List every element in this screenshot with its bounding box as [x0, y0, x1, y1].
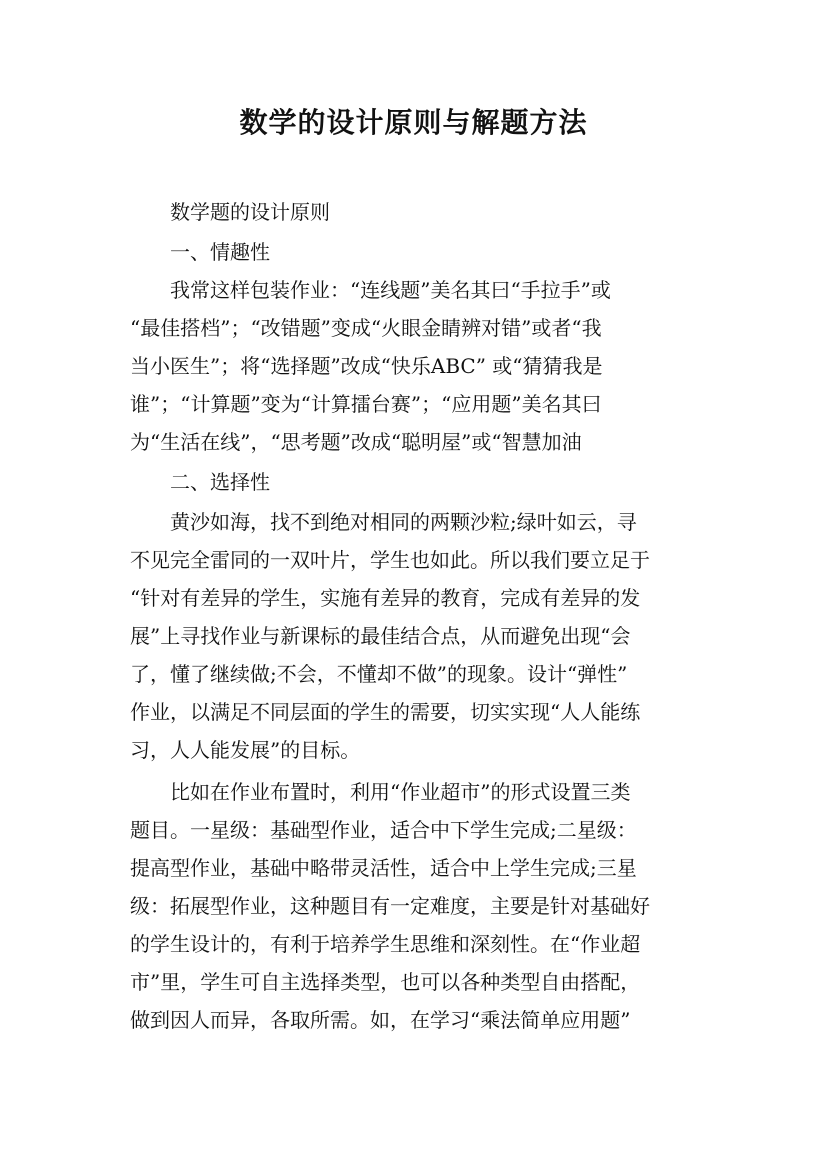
paragraph-line: “最佳搭档”；“改错题”变成“火眼金睛辨对错”或者“我 — [130, 316, 602, 340]
paragraph-line: 当小医生”；将“选择题”改成“快乐ABC” 或“猜猜我是 — [130, 354, 603, 378]
section-heading-fun: 一、情趣性 — [170, 240, 270, 264]
paragraph-line: 提高型作业，基础中略带灵活性，适合中上学生完成;三星 — [130, 856, 637, 880]
page-title: 数学的设计原则与解题方法 — [239, 106, 588, 139]
paragraph-line: 级：拓展型作业，这种题目有一定难度，主要是针对基础好 — [130, 894, 650, 918]
paragraph-line: 黄沙如海，找不到绝对相同的两颗沙粒;绿叶如云，寻 — [170, 510, 637, 534]
section-heading-design-principles: 数学题的设计原则 — [170, 200, 330, 224]
paragraph-line: 的学生设计的，有利于培养学生思维和深刻性。在“作业超 — [130, 932, 641, 956]
paragraph-line: 我常这样包装作业：“连线题”美名其曰“手拉手”或 — [170, 278, 611, 302]
section-heading-choice: 二、选择性 — [170, 470, 270, 494]
paragraph-line: 谁”；“计算题”变为“计算擂台赛”；“应用题”美名其曰 — [130, 392, 602, 416]
paragraph-line: 不见完全雷同的一双叶片，学生也如此。所以我们要立足于 — [130, 548, 650, 572]
paragraph-line: 做到因人而异，各取所需。如，在学习“乘法简单应用题” — [130, 1008, 631, 1032]
paragraph-line: 习，人人能发展”的目标。 — [130, 738, 361, 762]
paragraph-line: 作业，以满足不同层面的学生的需要，切实实现“人人能练 — [130, 700, 641, 724]
paragraph-line: “针对有差异的学生，实施有差异的教育，完成有差异的发 — [130, 586, 641, 610]
paragraph-line: 题目。一星级：基础型作业，适合中下学生完成;二星级： — [130, 818, 637, 842]
paragraph-line: 为“生活在线”，“思考题”改成“聪明屋”或“智慧加油 — [130, 430, 582, 454]
paragraph-line: 展”上寻找作业与新课标的最佳结合点，从而避免出现“会 — [130, 624, 631, 648]
paragraph-line: 比如在作业布置时，利用“作业超市”的形式设置三类 — [170, 780, 631, 804]
paragraph-line: 了，懂了继续做;不会，不懂却不做”的现象。设计“弹性” — [130, 662, 628, 686]
paragraph-line: 市”里，学生可自主选择类型，也可以各种类型自由搭配， — [130, 970, 641, 994]
